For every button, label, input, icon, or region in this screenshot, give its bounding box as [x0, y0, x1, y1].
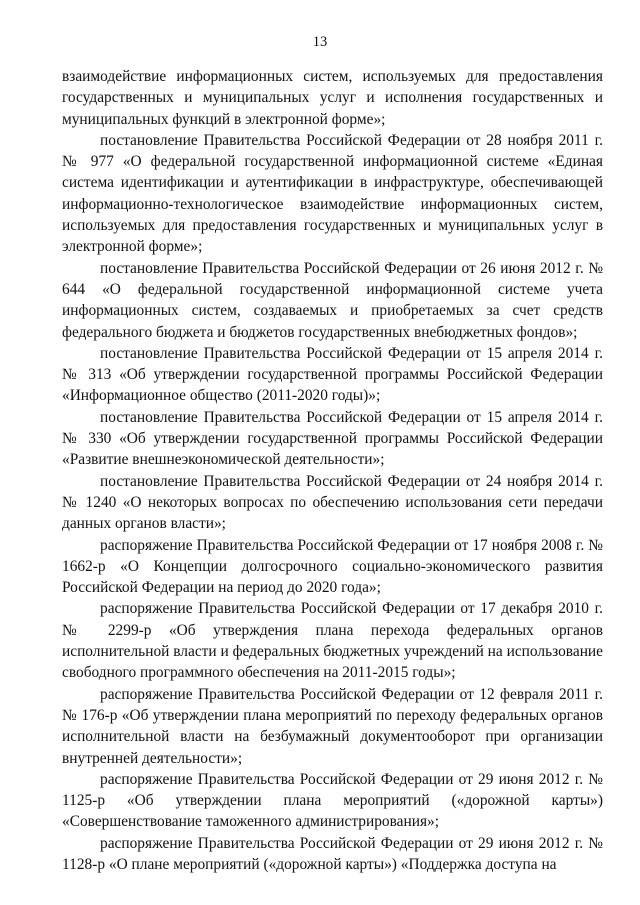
- paragraph: распоряжение Правительства Российской Федерации от 12 февраля 2011 г. № 176-р «Об утверждении плана мероприятий по переходу федеральных органов исполнительной власти на безбумажный документооборот при организации внутренней деятельности»;: [62, 685, 603, 767]
- paragraph: постановление Правительства Российской Федерации от 15 апреля 2014 г. № 313 «Об утверждении государственной программы Российской Федерации «Информационное общество (2011-2020 годы)»;: [62, 344, 603, 405]
- paragraph: распоряжение Правительства Российской Федерации от 17 ноября 2008 г. № 1662-р «О Концепции долгосрочного социально-экономического развития Российской Федерации на период до 2020 года»;: [62, 536, 603, 597]
- paragraph: постановление Правительства Российской Федерации от 26 июня 2012 г. № 644 «О федеральной государственной информационной системе учета информационных систем, создаваемых и приобретаемых за счет средств федерального бюджета и бюджетов государственных внебюджетных фондов»;: [62, 259, 603, 341]
- document-body: [62, 66, 603, 875]
- paragraph: постановление Правительства Российской Федерации от 15 апреля 2014 г. № 330 «Об утверждении государственной программы Российской Федерации «Развитие внешнеэкономической деятельности»;: [62, 408, 603, 469]
- paragraph: постановление Правительства Российской Федерации от 24 ноября 2014 г. № 1240 «О некоторых вопросах по обеспечению использования сети передачи данных органов власти»;: [62, 472, 603, 533]
- paragraph: распоряжение Правительства Российской Федерации от 29 июня 2012 г. № 1128-р «О плане мероприятий («дорожной карты») «Поддержка доступа на: [62, 834, 603, 873]
- paragraph: постановление Правительства Российской Федерации от 28 ноября 2011 г. № 977 «О федеральной государственной информационной системе «Единая система идентификации и аутентификации в инфраструктуре, обеспечивающей информационно-технологическое взаимодействие информационных систем, используемых для предоставления государственных и муниципальных услуг в электронной форме»;: [62, 131, 603, 256]
- page-number: 13: [312, 34, 328, 50]
- paragraph: распоряжение Правительства Российской Федерации от 29 июня 2012 г. № 1125-р «Об утверждении плана мероприятий («дорожной карты») «Совершенствование таможенного администрирования»;: [62, 770, 603, 831]
- paragraph: взаимодействие информационных систем, используемых для предоставления государственных и муниципальных услуг и исполнения государственных и муниципальных функций в электронной форме»;: [62, 68, 603, 128]
- paragraph: распоряжение Правительства Российской Федерации от 17 декабря 2010 г. № 2299-р «Об утверждения плана перехода федеральных органов исполнительной власти и федеральных бюджетных учреждений на использование свободного программного обеспечения на 2011-2015 годы»;: [62, 600, 603, 682]
